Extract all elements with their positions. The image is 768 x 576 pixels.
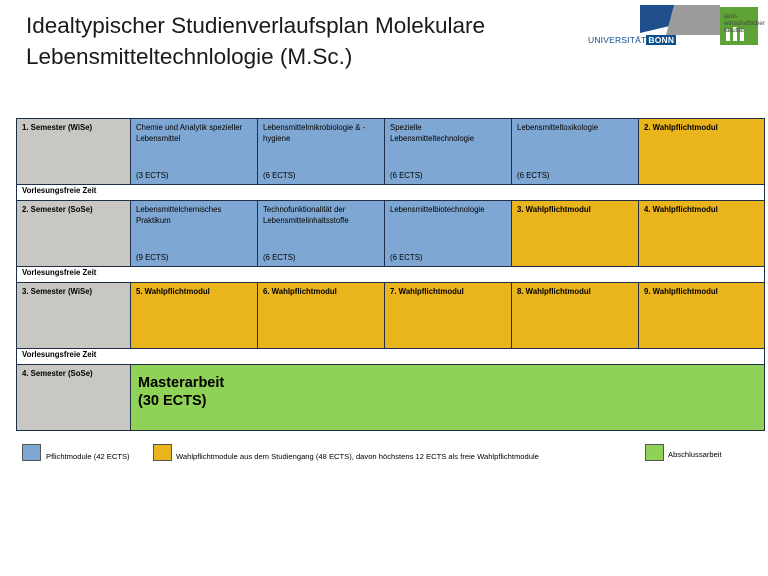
module-ects: (3 ECTS) bbox=[136, 170, 169, 180]
elective-cell: 2. Wahlpflichtmodul bbox=[639, 119, 765, 185]
elective-cell: 9. Wahlpflichtmodul bbox=[639, 283, 765, 349]
semester-row-2 bbox=[17, 201, 765, 267]
university-word: UNIVERSITÄT bbox=[588, 35, 647, 45]
page-title bbox=[26, 10, 566, 72]
lecture-free-row bbox=[17, 349, 765, 365]
legend-label-pflicht: Pflichtmodule (42 ECTS) bbox=[46, 452, 130, 461]
semester-label: 2. Semester (SoSe) bbox=[17, 201, 131, 267]
semester-label: 1. Semester (WiSe) bbox=[17, 119, 131, 185]
module-name: Lebensmittelbiotechnologie bbox=[390, 205, 485, 214]
semester-row-3 bbox=[17, 283, 765, 349]
module-cell bbox=[385, 119, 512, 185]
module-cell bbox=[131, 119, 258, 185]
elective-cell: 6. Wahlpflichtmodul bbox=[258, 283, 385, 349]
lecture-free-label: Vorlesungsfreie Zeit bbox=[17, 349, 765, 365]
lecture-free-row bbox=[17, 267, 765, 283]
thesis-cell bbox=[131, 365, 765, 431]
module-name: Spezielle Lebensmitteltechnologie bbox=[390, 123, 475, 143]
module-cell bbox=[512, 119, 639, 185]
lecture-free-row bbox=[17, 185, 765, 201]
module-cell bbox=[131, 201, 258, 267]
module-name: Lebensmittelchemisches Praktikum bbox=[136, 205, 222, 225]
thesis-title bbox=[136, 369, 759, 410]
thesis-line-1: Masterarbeit bbox=[138, 375, 225, 391]
semester-row-4 bbox=[17, 365, 765, 431]
module-ects: (6 ECTS) bbox=[517, 170, 550, 180]
city-word: BONN bbox=[648, 35, 675, 45]
module-cell bbox=[385, 201, 512, 267]
module-ects: (6 ECTS) bbox=[390, 252, 423, 262]
thesis-line-2: (30 ECTS) bbox=[138, 393, 207, 409]
module-cell bbox=[258, 119, 385, 185]
title-line-1: Idealtypischer Studienverlaufsplan Molekulare bbox=[26, 13, 486, 38]
module-name: Lebensmittelmikrobiologie & -hygiene bbox=[263, 123, 366, 143]
lecture-free-label: Vorlesungsfreie Zeit bbox=[17, 267, 765, 283]
module-name: Chemie und Analytik spezieller Lebensmittel bbox=[136, 123, 243, 143]
elective-cell: 4. Wahlpflichtmodul bbox=[639, 201, 765, 267]
faculty-line-1: land- bbox=[724, 13, 738, 20]
university-logo bbox=[588, 5, 763, 47]
semester-label: 4. Semester (SoSe) bbox=[17, 365, 131, 431]
module-ects: (9 ECTS) bbox=[136, 252, 169, 262]
faculty-line-3: fakultät bbox=[724, 26, 744, 34]
legend-swatch-abschluss bbox=[645, 444, 664, 461]
elective-cell: 3. Wahlpflichtmodul bbox=[512, 201, 639, 267]
legend-swatch-pflicht bbox=[22, 444, 41, 461]
elective-cell: 5. Wahlpflichtmodul bbox=[131, 283, 258, 349]
module-ects: (6 ECTS) bbox=[390, 170, 423, 180]
module-name: Technofunktionalität der Lebensmittelinhaltsstoffe bbox=[263, 205, 349, 225]
module-cell bbox=[258, 201, 385, 267]
legend-swatch-wahlpflicht bbox=[153, 444, 172, 461]
lecture-free-label: Vorlesungsfreie Zeit bbox=[17, 185, 765, 201]
faculty-line-2: wirtschaftlicher bbox=[724, 19, 765, 27]
title-line-2: Lebensmitteltechnlologie (M.Sc.) bbox=[26, 44, 353, 69]
legend-label-wahlpflicht: Wahlpflichtmodule aus dem Studiengang (48 ECTS), davon höchstens 12 ECTS als freie Wahlpflichtmodule bbox=[176, 452, 539, 461]
elective-cell: 7. Wahlpflichtmodul bbox=[385, 283, 512, 349]
module-ects: (6 ECTS) bbox=[263, 170, 296, 180]
legend-label-abschluss: Abschlussarbeit bbox=[668, 450, 722, 459]
study-plan-table bbox=[16, 118, 765, 431]
module-name: Lebensmitteltoxikologie bbox=[517, 123, 599, 132]
elective-cell: 8. Wahlpflichtmodul bbox=[512, 283, 639, 349]
module-ects: (6 ECTS) bbox=[263, 252, 296, 262]
faculty-name bbox=[724, 14, 765, 34]
semester-label: 3. Semester (WiSe) bbox=[17, 283, 131, 349]
semester-row-1 bbox=[17, 119, 765, 185]
